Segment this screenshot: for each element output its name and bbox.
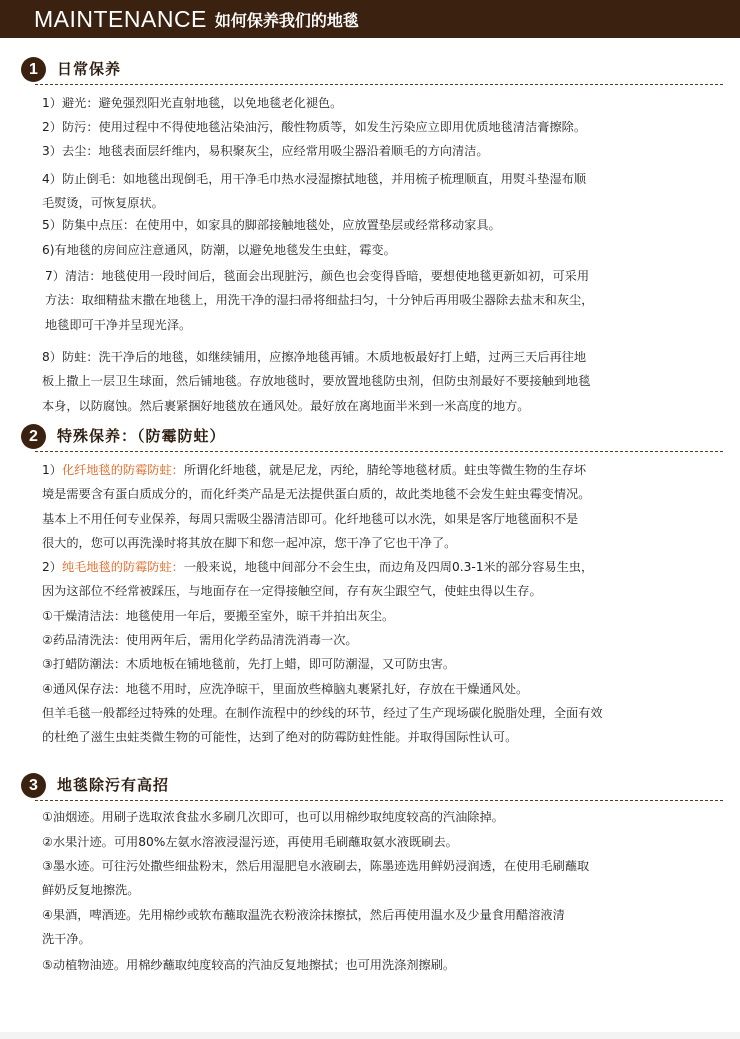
- section-title: 特殊保养：（防霉防蛀）: [57, 427, 226, 445]
- footer-band: [0, 1032, 740, 1039]
- section-number-badge: 1: [21, 57, 46, 82]
- list-item-dry-clean: ①干燥清洁法：地毯使用一年后，要搬至室外，晾干并拍出灰尘。: [42, 609, 395, 623]
- list-item-wine-beer: ④果酒，啤酒迹。先用棉纱或软布蘸取温洗衣粉液涂抹擦拭，然后再使用温水及少量食用醋溶液清 洗干净。: [42, 908, 565, 947]
- paragraph-pile-recovery: 4）防止倒毛：如地毯出现倒毛，用干净毛巾热水浸湿擦拭地毯，并用梳子梳理顺直，用熨斗垫湿布顺 毛熨烫，可恢复原状。: [42, 172, 587, 211]
- list-item-wax-damp-proof: ③打蜡防潮法：木质地板在铺地毯前，先打上蜡，即可防潮湿，又可防虫害。: [42, 657, 456, 671]
- dashed-divider: [35, 84, 723, 85]
- highlight-label: 纯毛地毯的防霉防蛀：: [61, 560, 184, 574]
- paragraph-wool-treatment: 但羊毛毯一般都经过特殊的处理。在制作流程中的纱线的环节，经过了生产现场碳化脱脂处理，全面有效 的杜绝了滋生虫蛀类微生物的可能性，达到了绝对的防霉防蛀性能。并取得国际性认可。: [42, 706, 603, 745]
- section-3-heading: [17, 772, 723, 802]
- paragraph-pressure-prevention: 5）防集中点压：在使用中，如家具的脚部接触地毯处，应放置垫层或经常移动家具。: [42, 218, 501, 232]
- dashed-divider: [35, 800, 723, 801]
- highlight-label: 化纤地毯的防霉防蛀：: [61, 463, 184, 477]
- section-title: 地毯除污有高招: [57, 776, 170, 794]
- list-item-grease: ⑤动植物油迹。用棉纱蘸取纯度较高的汽油反复地擦拭；也可用洗涤剂擦刷。: [42, 958, 456, 972]
- paragraph-moth-prevention: 8）防蛀：洗干净后的地毯，如继续铺用，应擦净地毯再铺。木质地板最好打上蜡，过两三天后再往地 板上撒上一层卫生球面，然后铺地毯。存放地毯时，要放置地毯防虫剂，但防虫剂最好不要接触到地毯 本身，以防腐蚀。然后裹紧捆好地毯放在通风处。最好放在离地面半米到一米高度的地方。: [42, 350, 591, 413]
- paragraph-avoid-light: 1）避光：避免强烈阳光直射地毯，以免地毯老化褪色。: [42, 96, 343, 110]
- paragraph-dust-removal: 3）去尘：地毯表面层纤维内，易积聚灰尘，应经常用吸尘器沿着顺毛的方向清洁。: [42, 144, 489, 158]
- paragraph-synthetic-carpet: 1）化纤地毯的防霉防蛀：所谓化纤地毯，就是尼龙，丙纶，腈纶等地毯材质。蛀虫等微生物的生存坏 境是需要含有蛋白质成分的，而化纤类产品是无法提供蛋白质的，故此类地毯不会发生蛀虫霉变情况。 基本上不用任何专业保养，每周只需吸尘器清洁即可。化纤地毯可以水洗，如果是客厅地毯面积不是 很大的，您可以再洗澡时将其放在脚下和您一起冲凉，您干净了它也干净了。: [42, 463, 591, 550]
- header-title-en: MAINTENANCE: [34, 5, 207, 32]
- page-header: [0, 0, 740, 38]
- section-1-heading: [17, 56, 723, 86]
- list-item-oil-smoke: ①油烟迹。用刷子选取浓食盐水多刷几次即可，也可以用棉纱取纯度较高的汽油除掉。: [42, 810, 504, 824]
- section-number-badge: 2: [21, 424, 46, 449]
- section-number-badge: 3: [21, 773, 46, 798]
- paragraph-ventilation: 6)有地毯的房间应注意通风，防潮，以避免地毯发生虫蛀，霉变。: [42, 243, 396, 257]
- list-item-fruit-juice: ②水果汁迹。可用80%左氨水溶液浸湿污迹，再使用毛刷蘸取氨水液既刷去。: [42, 835, 458, 849]
- list-item-ink: ③墨水迹。可往污处撒些细盐粉末，然后用湿肥皂水液刷去，陈墨迹选用鲜奶浸润透，在使用毛刷蘸取 鲜奶反复地擦洗。: [42, 859, 590, 898]
- list-item-chemical-wash: ②药品清洗法：使用两年后，需用化学药品清洗消毒一次。: [42, 633, 358, 647]
- list-item-ventilated-storage: ④通风保存法：地毯不用时，应洗净晾干，里面放些樟脑丸裹紧扎好，存放在干燥通风处。: [42, 682, 529, 696]
- dashed-divider: [35, 451, 723, 452]
- section-title: 日常保养: [57, 60, 122, 78]
- paragraph-wool-carpet: 2）纯毛地毯的防霉防蛀：一般来说，地毯中间部分不会生虫，而边角及四周0.3-1米的部分容易生虫， 因为这部位不经常被踩压，与地面存在一定得接触空间，存有灰尘跟空气，使蛀虫得以生存。: [42, 560, 594, 599]
- paragraph-cleaning: 7）清洁：地毯使用一段时间后，毯面会出现脏污，颜色也会变得昏暗，要想使地毯更新如初，可采用 方法：取细精盐末撒在地毯上，用洗干净的湿扫帚将细盐扫匀，十分钟后再用吸尘器除去盐末和灰尘， 地毯即可干净并呈现光泽。: [45, 269, 594, 332]
- section-2-heading: [17, 423, 723, 453]
- header-title-zh: 如何保养我们的地毯: [214, 10, 359, 30]
- paragraph-stain-prevention: 2）防污：使用过程中不得使地毯沾染油污，酸性物质等，如发生污染应立即用优质地毯清洁膏擦除。: [42, 120, 587, 134]
